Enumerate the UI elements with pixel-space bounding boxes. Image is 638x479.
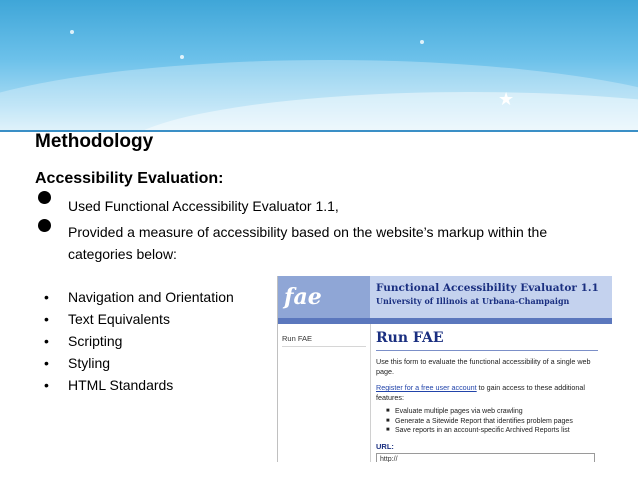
fae-intro: Use this form to evaluate the functional accessibility of a single web page. xyxy=(376,357,591,376)
category-item: • HTML Standards xyxy=(44,374,274,396)
fae-divider xyxy=(376,350,598,351)
fae-feature-list xyxy=(386,407,608,436)
banner-sparkle xyxy=(420,40,424,44)
feature-label: Generate a Sitewide Report that identifies problem pages xyxy=(395,417,573,425)
fae-register-text xyxy=(376,383,608,403)
fae-screenshot xyxy=(277,276,612,462)
register-link[interactable]: Register for a free user account xyxy=(376,383,477,392)
fae-sidebar xyxy=(278,324,371,462)
bullet-text: Used Functional Accessibility Evaluator 1.1, xyxy=(68,198,339,214)
banner-sparkle xyxy=(180,55,184,59)
square-bullet-icon: ■ xyxy=(386,417,390,424)
category-label: Navigation and Orientation xyxy=(68,289,234,305)
url-label: URL: xyxy=(376,441,394,451)
fae-heading: Run FAE xyxy=(376,330,444,346)
fae-title: Functional Accessibility Evaluator 1.1 xyxy=(376,282,599,294)
square-bullet-icon: ■ xyxy=(386,408,390,414)
category-item: • Navigation and Orientation xyxy=(44,286,274,308)
category-label: Styling xyxy=(68,355,111,371)
banner-sparkle xyxy=(70,30,74,34)
bullet-text: Provided a measure of accessibility based on the website’s markup within the categories below: xyxy=(68,224,548,262)
bullet-dot-icon xyxy=(38,191,51,204)
category-item: • Text Equivalents xyxy=(44,308,274,330)
star-icon: ★ xyxy=(498,89,515,109)
header-banner xyxy=(0,0,638,132)
feature-item xyxy=(386,426,608,436)
fae-logo[interactable]: fae xyxy=(278,276,370,318)
category-label: Scripting xyxy=(68,333,123,349)
fae-title-block xyxy=(370,276,612,318)
bullet-dot-icon xyxy=(38,219,51,232)
slide-title: Methodology xyxy=(35,131,154,152)
feature-item xyxy=(386,417,608,427)
sidebar-item-run-fae[interactable]: Run FAE xyxy=(282,334,366,347)
fae-subtitle: University of Illinois at Urbana-Champaign xyxy=(376,296,570,306)
square-bullet-icon: ■ xyxy=(386,427,390,433)
slide-subtitle: Accessibility Evaluation: xyxy=(35,170,224,187)
category-label: Text Equivalents xyxy=(68,311,170,327)
register-rest: to gain access to these additional features: xyxy=(376,383,585,402)
category-item: • Styling xyxy=(44,352,274,374)
url-input[interactable]: http:// xyxy=(376,453,595,463)
feature-label: Evaluate multiple pages via web crawling xyxy=(395,408,523,415)
fae-header xyxy=(278,276,612,318)
feature-label: Save reports in an account-specific Archived Reports list xyxy=(395,427,570,434)
category-item: • Scripting xyxy=(44,330,274,352)
category-list xyxy=(44,286,274,396)
category-label: HTML Standards xyxy=(68,377,174,393)
feature-item xyxy=(386,407,608,417)
fae-main xyxy=(376,324,608,462)
